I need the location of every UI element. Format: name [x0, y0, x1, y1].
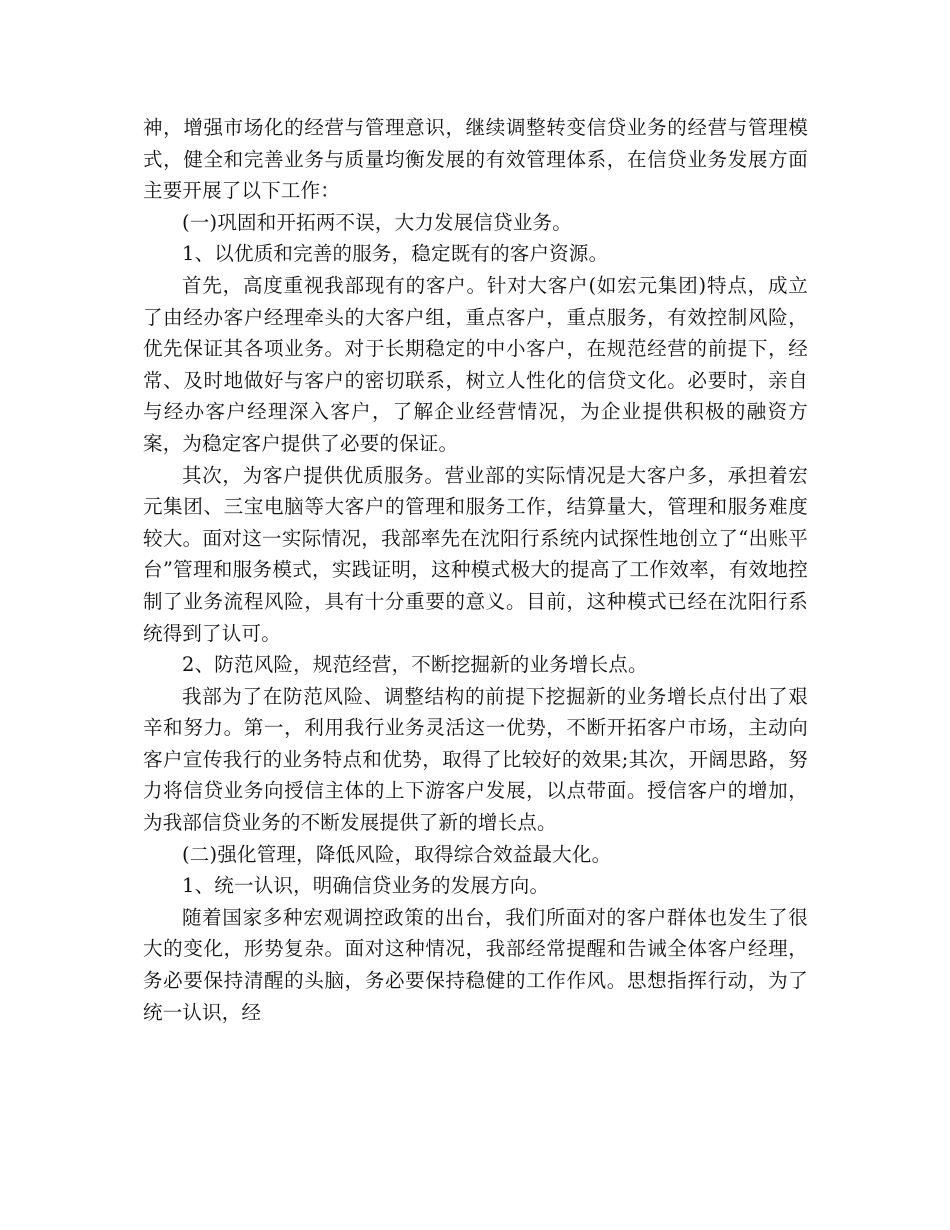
- subsection-heading: 1、以优质和完善的服务，稳定既有的客户资源。: [182, 242, 609, 266]
- section-heading: (一)巩固和开拓两不误，大力发展信贷业务。: [182, 210, 572, 234]
- section-heading: (二)强化管理，降低风险，取得综合效益最大化。: [182, 842, 612, 866]
- paragraph: 我部为了在防范风险、调整结构的前提下挖掘新的业务增长点付出了艰辛和努力。第一，利用我行业务灵活这一优势，不断开拓客户市场，主动向客户宣传我行的业务特点和优势，取得了比较好的效果;其次，开阔思路，努力将信贷业务向授信主体的上下游客户发展，以点带面。授信客户的增加，为我部信贷业务的不断发展提供了新的增长点。: [143, 684, 808, 835]
- paragraph: 神，增强市场化的经营与管理意识，继续调整转变信贷业务的经营与管理模式，健全和完善业务与质量均衡发展的有效管理体系，在信贷业务发展方面主要开展了以下工作：: [143, 116, 808, 203]
- subsection-heading: 2、防范风险，规范经营，不断挖掘新的业务增长点。: [182, 653, 648, 677]
- document-body: [143, 112, 808, 1028]
- paragraph: 首先，高度重视我部现有的客户。针对大客户(如宏元集团)特点，成立了由经办客户经理牵头的大客户组，重点客户，重点服务，有效控制风险，优先保证其各项业务。对于长期稳定的中小客户，在规范经营的前提下，经常、及时地做好与客户的密切联系，树立人性化的信贷文化。必要时，亲自与经办客户经理深入客户，了解企业经营情况，为企业提供积极的融资方案，为稳定客户提供了必要的保证。: [143, 273, 808, 455]
- subsection-heading: 1、统一认识，明确信贷业务的发展方向。: [182, 874, 550, 898]
- paragraph: 随着国家多种宏观调控政策的出台，我们所面对的客户群体也发生了很大的变化，形势复杂。面对这种情况，我部经常提醒和告诫全体客户经理，务必要保持清醒的头脑，务必要保持稳健的工作作风。思想指挥行动，为了统一认识，经: [143, 905, 808, 1024]
- paragraph: 其次，为客户提供优质服务。营业部的实际情况是大客户多，承担着宏元集团、三宝电脑等大客户的管理和服务工作，结算量大，管理和服务难度较大。面对这一实际情况，我部率先在沈阳行系统内试探性地创立了“出账平台”管理和服务模式，实践证明，这种模式极大的提高了工作效率，有效地控制了业务流程风险，具有十分重要的意义。目前，这种模式已经在沈阳行系统得到了认可。: [143, 463, 808, 645]
